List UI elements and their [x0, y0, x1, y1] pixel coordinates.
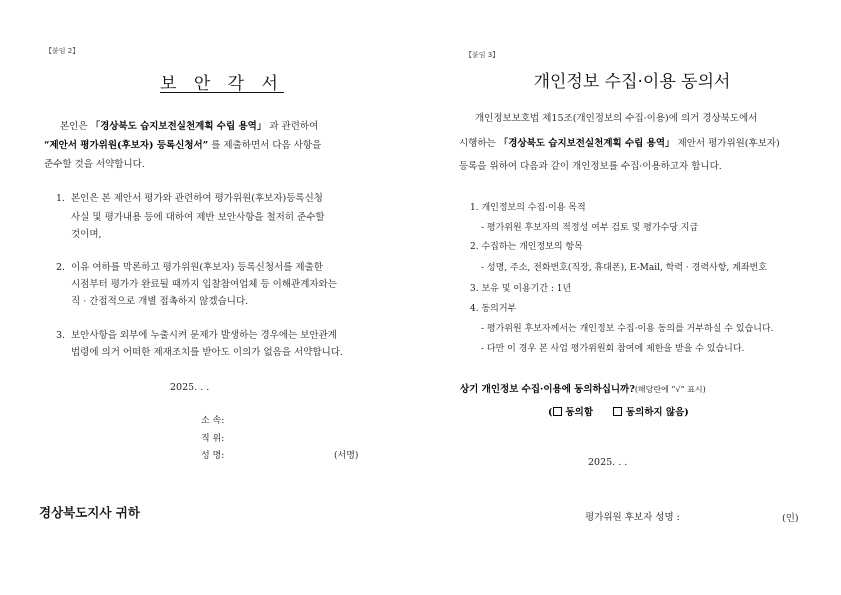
- section-detail: - 평가위원 후보자의 적정성 여부 검토 및 평가수당 지급: [481, 223, 699, 233]
- intro-line-2: [44, 136, 321, 155]
- agree-label: 동의함: [565, 407, 594, 418]
- signer-label: 평가위원 후보자 성명 :: [585, 512, 680, 523]
- intro-line-1: [60, 117, 318, 136]
- item-line: 직 · 간접적으로 개별 접촉하지 않겠습니다.: [71, 296, 249, 307]
- item-number: 1.: [56, 193, 66, 204]
- section-heading: 4. 동의거부: [470, 304, 517, 314]
- section-detail: - 평가위원 후보자께서는 개인정보 수집·이용 동의를 거부하실 수 있습니다.: [481, 324, 774, 334]
- item-line: 것이며,: [71, 229, 102, 240]
- item-number: 3.: [56, 330, 66, 341]
- item-line: 시점부터 평가가 완료될 때까지 입찰참여업체 등 이해관계자와는: [71, 279, 337, 290]
- recipient: 경상북도지사 귀하: [39, 505, 140, 520]
- intro-text: 과 관련하여: [269, 121, 319, 132]
- document-name: “제안서 평가위원(후보자) 등록신청서”: [44, 140, 209, 151]
- agree-checkbox[interactable]: [553, 407, 562, 416]
- item-number: 2.: [56, 262, 66, 273]
- intro-text: 를 제출하면서 다음 사항을: [211, 140, 322, 151]
- intro-text: 제안서 평가위원(후보자): [677, 138, 780, 149]
- disagree-label: 동의하지 않음: [625, 407, 685, 418]
- attachment-tag: 【붙임 3】: [465, 51, 500, 59]
- intro-line-3: 등록을 위하여 다음과 같이 개인정보를 수집·이용하고자 합니다.: [459, 161, 722, 172]
- name-label: 성 명:: [201, 451, 225, 461]
- intro-line-2: [459, 134, 780, 153]
- section-heading: 2. 수집하는 개인정보의 항목: [470, 242, 583, 252]
- section-detail: - 성명, 주소, 전화번호(직장, 휴대폰), E-Mail, 학력 · 경력사항, 계좌번호: [481, 263, 767, 273]
- attachment-tag: 【붙임 2】: [45, 47, 80, 55]
- security-pledge-page: [0, 0, 420, 595]
- section-heading: 3. 보유 및 이용기간 : 1년: [470, 284, 572, 294]
- disagree-checkbox[interactable]: [613, 407, 622, 416]
- item-line: 법령에 의거 어떠한 제재조치를 받아도 이의가 없음을 서약합니다.: [71, 347, 343, 358]
- consent-options: ( 동의함 동의하지 않음): [548, 407, 689, 418]
- intro-text: 시행하는: [459, 138, 496, 149]
- item-line: 사실 및 평가내용 등에 대하여 제반 보안사항을 철저히 준수할: [71, 212, 325, 223]
- question-note: (해당란에 “√” 표시): [634, 385, 706, 394]
- consent-form-page: [421, 0, 841, 595]
- date-line: 2025. . .: [588, 457, 628, 468]
- page-title: 보 안 각 서: [160, 74, 284, 94]
- section-heading: 1. 개인정보의 수집·이용 목적: [470, 203, 586, 213]
- project-name: 「경상북도 습지보전실천계획 수립 용역」: [90, 121, 267, 132]
- question-text: 상기 개인정보 수집·이용에 동의하십니까?: [460, 384, 635, 395]
- item-line: 이유 여하를 막론하고 평가위원(후보자) 등록신청서를 제출한: [71, 262, 323, 273]
- seal-mark: (인): [782, 513, 799, 524]
- position-label: 직 위:: [201, 434, 225, 444]
- intro-line-3: 준수할 것을 서약합니다.: [44, 159, 145, 170]
- project-name: 「경상북도 습지보전실천계획 수립 용역」: [498, 138, 675, 149]
- affiliation-label: 소 속:: [201, 416, 225, 426]
- item-line: 보안사항을 외부에 누출시켜 문제가 발생하는 경우에는 보안관계: [71, 330, 337, 341]
- intro-line-1: 개인정보보호법 제15조(개인정보의 수집·이용)에 의거 경상북도에서: [475, 113, 758, 124]
- intro-text: 본인은: [60, 121, 88, 132]
- date-line: 2025. . .: [170, 382, 210, 393]
- section-detail: - 다만 이 경우 본 사업 평가위원회 참여에 제한을 받을 수 있습니다.: [481, 344, 745, 354]
- signature-mark: (서명): [334, 451, 359, 461]
- consent-question: [460, 380, 706, 399]
- page-title: 개인정보 수집·이용 동의서: [533, 72, 731, 92]
- item-line: 본인은 본 제안서 평가와 관련하여 평가위원(후보자)등록신청: [71, 193, 323, 204]
